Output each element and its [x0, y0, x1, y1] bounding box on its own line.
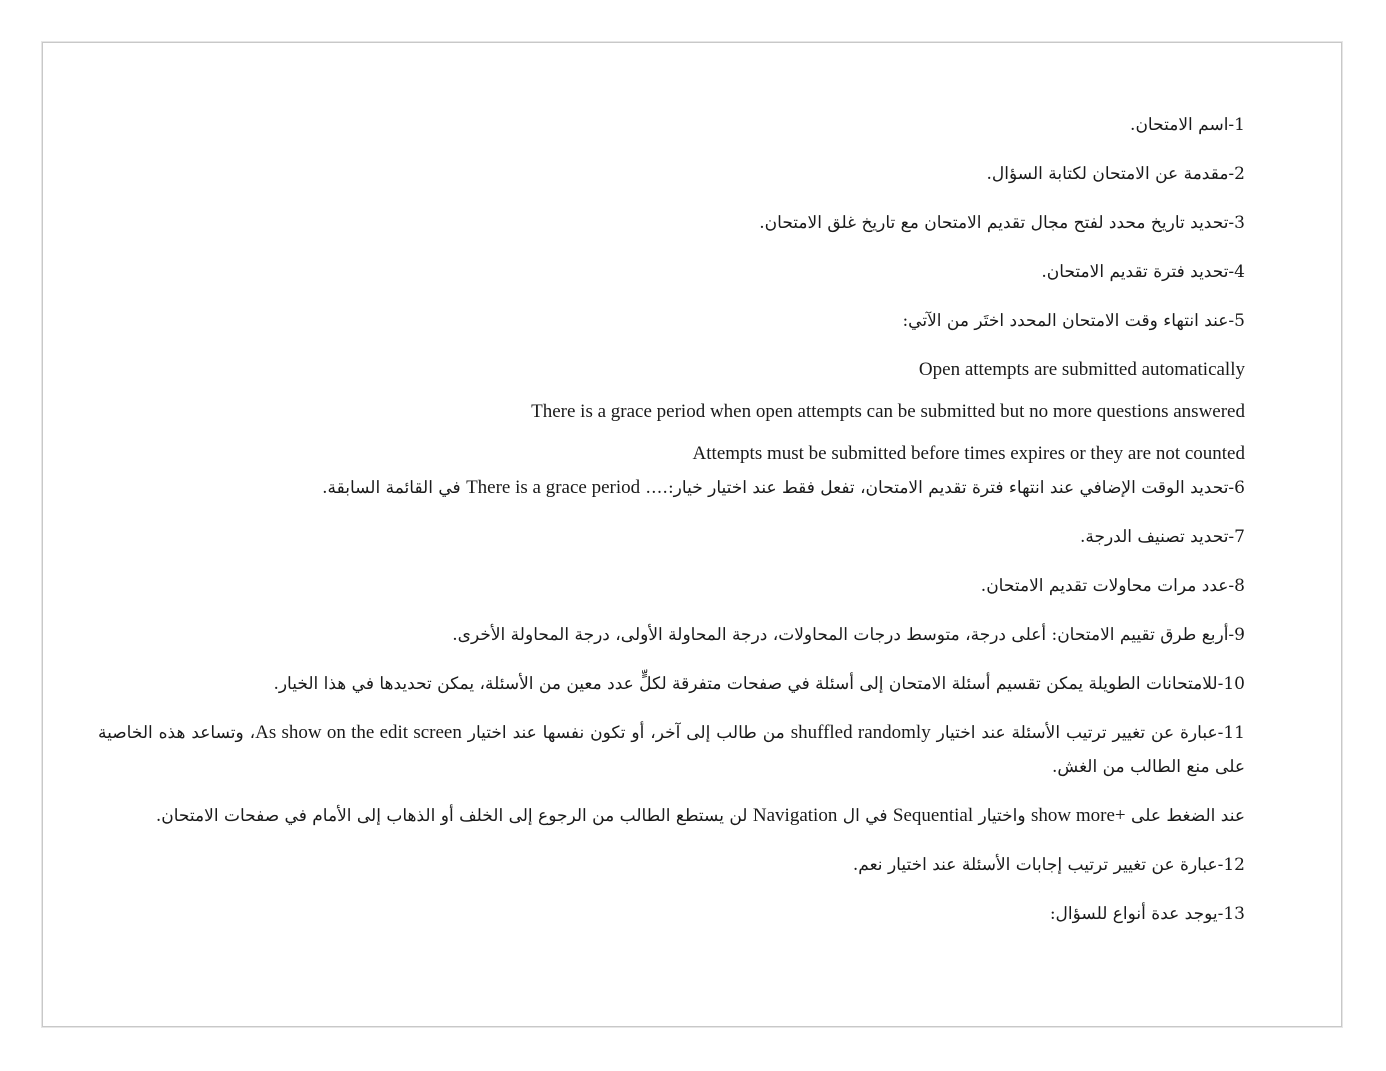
item-4: 4-تحديد فترة تقديم الامتحان.	[1041, 262, 1245, 282]
item-6-text-end: في القائمة السابقة.	[322, 478, 467, 498]
option-1: Open attempts are submitted automatically	[918, 359, 1245, 380]
note-sequential-term: Sequential	[892, 805, 974, 826]
note-text-c: في ال	[837, 806, 893, 826]
note-text-d: لن يستطع الطالب من الرجوع إلى الخلف أو الذهاب إلى الأمام في صفحات الامتحان.	[155, 806, 753, 826]
item-11-shuffle-term: shuffled randomly	[790, 722, 931, 743]
item-6-text-start: 6-تحديد الوقت الإضافي عند انتهاء فترة تقديم الامتحان، تفعل فقط عند اختيار خيار:….	[640, 478, 1245, 498]
option-3: Attempts must be submitted before times expires or they are not counted	[692, 443, 1245, 464]
note-text-a: عند الضغط على	[1125, 806, 1245, 826]
item-2: 2-مقدمة عن الامتحان لكتابة السؤال.	[986, 164, 1245, 184]
item-5: 5-عند انتهاء وقت الامتحان المحدد اختَر من الآتي:	[902, 311, 1245, 331]
document-body	[98, 108, 1245, 946]
item-8: 8-عدد مرات محاولات تقديم الامتحان.	[980, 576, 1245, 596]
item-6-option-ref: There is a grace period	[466, 477, 641, 498]
item-9: 9-أربع طرق تقييم الامتحان: أعلى درجة، متوسط درجات المحاولات، درجة المحاولة الأولى، درجة المحاولة الأخرى.	[452, 625, 1245, 645]
item-10: 10-للامتحانات الطويلة يمكن تقسيم أسئلة الامتحان إلى أسئلة في صفحات متفرقة لكلٍّ عدد معين من الأسئلة، يمكن تحديدها في هذا الخيار.	[273, 674, 1245, 694]
note-navigation-term: Navigation	[752, 805, 838, 826]
item-11-text-b: من طالب إلى آخر، أو تكون نفسها عند اختيار	[461, 723, 791, 743]
item-6	[105, 471, 1245, 505]
item-7: 7-تحديد تصنيف الدرجة.	[1079, 527, 1245, 547]
item-1: 1-اسم الامتحان.	[1130, 115, 1245, 135]
item-12: 12-عبارة عن تغيير ترتيب إجابات الأسئلة عند اختيار نعم.	[852, 855, 1245, 875]
item-13: 13-يوجد عدة أنواع للسؤال:	[1049, 904, 1245, 924]
item-3: 3-تحديد تاريخ محدد لفتح مجال تقديم الامتحان مع تاريخ غلق الامتحان.	[759, 213, 1245, 233]
navigation-note	[105, 799, 1245, 833]
item-11-text-a: 11-عبارة عن تغيير ترتيب الأسئلة عند اختيار	[930, 723, 1245, 743]
option-2: There is a grace period when open attempts can be submitted but no more questions answered	[531, 401, 1245, 422]
note-show-more-term: show more+	[1031, 805, 1126, 826]
item-11-text-c: ، وتساعد هذه الخاصية على منع الطالب من الغش.	[98, 723, 1245, 777]
item-11-edit-screen-term: As show on the edit screen	[255, 722, 462, 743]
item-11	[98, 716, 1245, 784]
note-text-b: واختيار	[973, 806, 1032, 826]
